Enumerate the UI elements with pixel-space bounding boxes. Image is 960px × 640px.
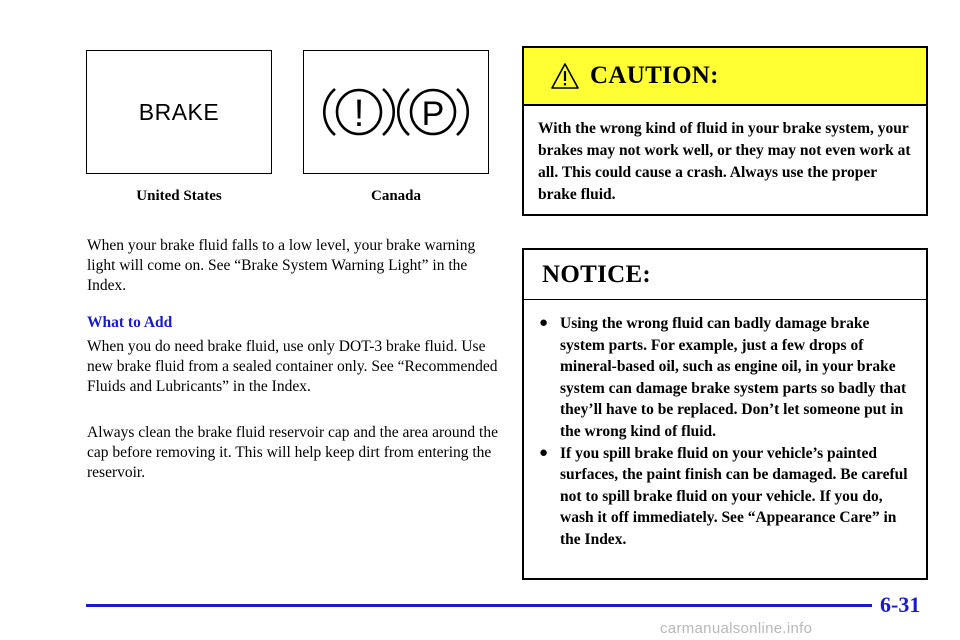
caution-body: With the wrong kind of fluid in your brake system, your brakes may not work well, or they may not even work at all. This could cause a crash. Always use the proper brake fluid. (538, 120, 911, 203)
dot3-paragraph: When you do need brake fluid, use only DOT-3 brake fluid. Use new brake fluid from a sealed container only. See “Recommended Fluids and Lubricants” in the Index. (87, 338, 498, 395)
exclaim-glyph: ! (353, 93, 365, 135)
bullet-dot-icon: ● (539, 315, 549, 331)
caution-title: CAUTION: (590, 62, 719, 89)
notice-bullet (524, 443, 926, 551)
notice-title: NOTICE: (542, 260, 652, 288)
notice-header (524, 250, 926, 300)
p-glyph: P (421, 95, 445, 133)
notice-bullet-text: Using the wrong fluid can badly damage brake system parts. For example, just a few drops of mineral-based oil, such as engine oil, in your brake system can damage brake system parts so badly that they’ll have to be replaced. Don’t let someone put in the wrong kind of fluid. (560, 315, 907, 440)
notice-bullet-text: If you spill brake fluid on your vehicle’s painted surfaces, the paint finish can be damaged. Be careful not to spill brake fluid on your vehicle. If you do, wash it off immediately. See “Appearance Care” in the Index. (560, 444, 908, 548)
caution-header (524, 48, 926, 106)
us-brake-warning-icon (86, 50, 272, 174)
canada-brake-warning-icon (303, 50, 489, 174)
watermark: carmanualsonline.info (660, 620, 813, 637)
caution-box (522, 46, 928, 216)
brake-word: BRAKE (138, 98, 220, 125)
page-number: 6-31 (880, 592, 921, 617)
warning-light-paragraph: When your brake fluid falls to a low level, your brake warning light will come on. See “Brake System Warning Light” in the Index. (87, 237, 476, 294)
warning-triangle-icon (550, 62, 580, 90)
footer-rule (86, 604, 872, 607)
canada-brake-symbol-icon (321, 77, 471, 147)
clean-cap-paragraph: Always clean the brake fluid reservoir cap and the area around the cap before removing it. This will help keep dirt from entering the reservoir. (87, 424, 498, 481)
what-to-add-heading: What to Add (87, 314, 173, 331)
notice-box (522, 248, 928, 580)
us-caption: United States (136, 188, 222, 204)
bullet-dot-icon: ● (539, 444, 549, 461)
canada-caption: Canada (370, 188, 422, 204)
notice-bullet (524, 313, 926, 443)
